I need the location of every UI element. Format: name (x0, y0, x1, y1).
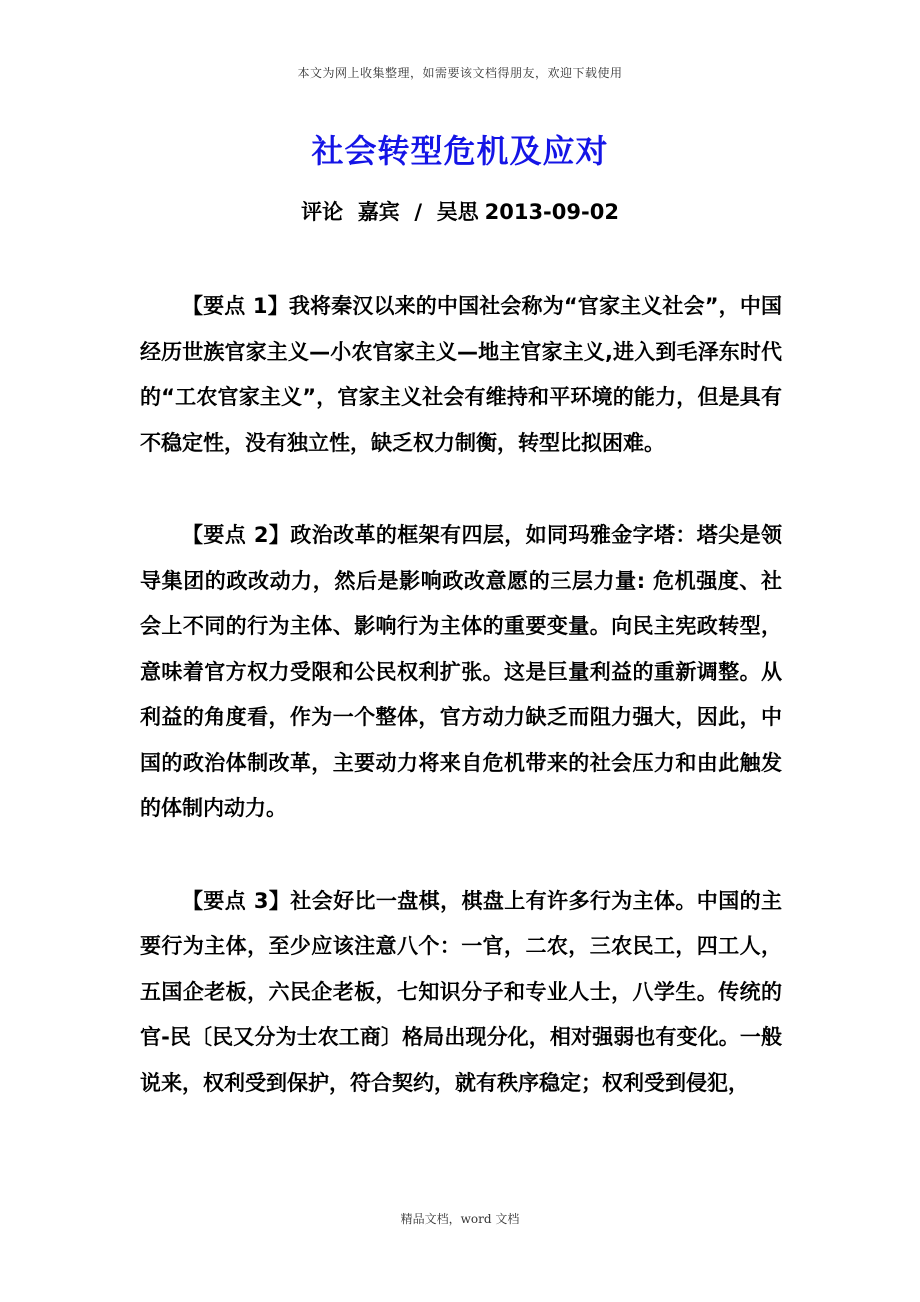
byline-author-2: 吴思 (436, 200, 479, 224)
header-note: 本文为网上收集整理，如需要该文档得朋友，欢迎下载使用 (297, 66, 623, 80)
byline-separator: / (414, 200, 422, 224)
byline-author-1: 嘉宾 (357, 200, 400, 224)
byline-category: 评论 (301, 200, 344, 224)
byline (0, 196, 920, 226)
article-title: 社会转型危机及应对 (311, 132, 609, 170)
paragraph-point-2: 【要点 2】政治改革的框架有四层，如同玛雅金字塔：塔尖是领导集团的政改动力，然后是影响政改意愿的三层力量: 危机强度、社会上不同的行为主体、影响行为主体的重要变量。向民主宪政转型，意味着官方权力受限和公民权利扩张。这是巨量利益的重新调整。从利益的角度看，作为一个整体，官方动力缺乏而阻力强大，因此，中国的政治体制改革，主要动力将来自危机带来的社会压力和由此触发的体制内动力。 (140, 523, 782, 820)
footer-note: 精品文档，word 文档 (400, 1212, 520, 1226)
paragraph-point-1: 【要点 1】我将秦汉以来的中国社会称为“官家主义社会”，中国经历世族官家主义—小农官家主义—地主官家主义,进入到毛泽东时代的“工农官家主义”，官家主义社会有维持和平环境的能力，但是具有不稳定性，没有独立性，缺乏权力制衡，转型比拟困难。 (140, 294, 782, 455)
byline-date: 2013-09-02 (484, 200, 619, 224)
article-body (140, 284, 782, 1153)
paragraph-point-3: 【要点 3】社会好比一盘棋，棋盘上有许多行为主体。中国的主要行为主体，至少应该注意八个：一官，二农，三农民工，四工人，五国企老板，六民企老板，七知识分子和专业人士，八学生。传统的官-民〔民又分为士农工商〕格局出现分化，相对强弱也有变化。一般说来，权利受到保护，符合契约，就有秩序稳定；权利受到侵犯， (140, 888, 782, 1095)
